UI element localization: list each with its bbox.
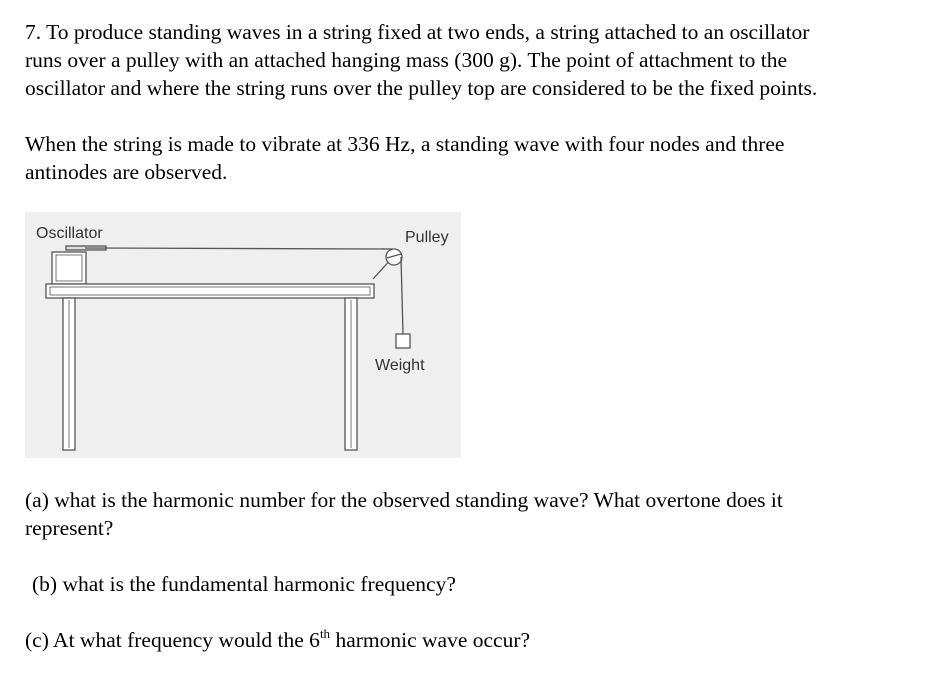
question-a — [25, 486, 783, 542]
oscillator-box — [52, 252, 86, 284]
oscillator-label: Oscillator — [36, 225, 103, 242]
intro-line-2: runs over a pulley with an attached hanging mass (300 g). The point of attachment to the — [25, 48, 788, 72]
question-a-line-1: (a) what is the harmonic number for the observed standing wave? What overtone does it — [25, 488, 783, 512]
apparatus-figure — [25, 212, 461, 458]
pulley-label: Pulley — [405, 229, 449, 246]
question-c-suffix: harmonic wave occur? — [330, 628, 531, 652]
question-c-superscript: th — [319, 625, 331, 641]
problem-intro — [25, 18, 817, 102]
question-c-prefix: (c) At what frequency would the 6 — [25, 628, 320, 652]
intro-line-3: oscillator and where the string runs over the pulley top are considered to be the fixed points. — [25, 76, 818, 100]
intro-line-1: 7. To produce standing waves in a string fixed at two ends, a string attached to an oscillator — [25, 20, 810, 44]
weight-label: Weight — [375, 357, 425, 374]
question-b: (b) what is the fundamental harmonic frequency? — [32, 572, 456, 596]
question-a-line-2: represent? — [25, 516, 114, 540]
problem-observation — [25, 130, 784, 186]
pulley — [386, 249, 402, 265]
observation-line-1: When the string is made to vibrate at 336 Hz, a standing wave with four nodes and three — [25, 132, 785, 156]
question-c — [25, 626, 530, 654]
observation-line-2: antinodes are observed. — [25, 160, 228, 184]
